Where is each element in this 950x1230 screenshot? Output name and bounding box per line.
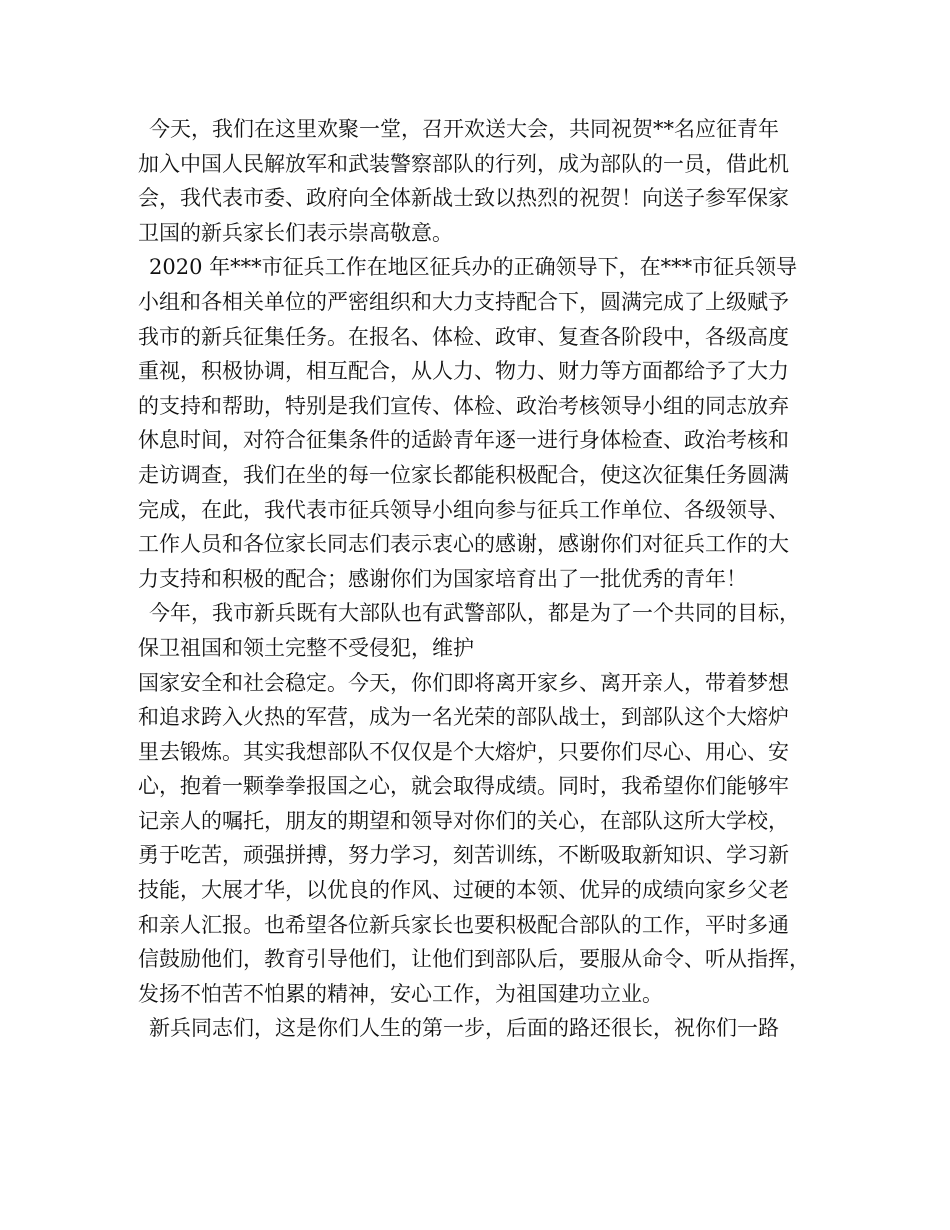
text-line: 会，我代表市委、政府向全体新战士致以热烈的祝贺！向送子参军保家 (138, 186, 789, 211)
text-line: 的支持和帮助，特别是我们宣传、体检、政治考核领导小组的同志放弃 (138, 393, 789, 418)
text-line: 里去锻炼。其实我想部队不仅仅是个大熔炉，只要你们尽心、用心、安 (138, 739, 789, 764)
text-line: 力支持和积极的配合；感谢你们为国家培育出了一批优秀的青年！ (138, 566, 747, 591)
text-line: 工作人员和各位家长同志们表示衷心的感谢，感谢你们对征兵工作的大 (138, 532, 789, 557)
text-line: 完成，在此，我代表市征兵领导小组向参与征兵工作单位、各级领导、 (138, 497, 789, 522)
text-line: 卫国的新兵家长们表示崇高敬意。 (138, 220, 453, 245)
paragraph-first-line: 今年，我市新兵既有大部队也有武警部队，都是为了一个共同的目标， (149, 601, 800, 626)
speech-body (138, 112, 838, 1046)
text-line: 重视，积极协调，相互配合，从人力、物力、财力等方面都给予了大力 (138, 359, 789, 384)
text-line: 发扬不怕苦不怕累的精神，安心工作，为祖国建功立业。 (138, 981, 663, 1006)
text-line: 记亲人的嘱托，朋友的期望和领导对你们的关心，在部队这所大学校， (138, 808, 789, 833)
text-line: 技能，大展才华，以优良的作风、过硬的本领、优异的成绩向家乡父老 (138, 878, 789, 903)
text-line: 和亲人汇报。也希望各位新兵家长也要积极配合部队的工作，平时多通 (138, 912, 789, 937)
paragraph-first-line: 2020 年***市征兵工作在地区征兵办的正确领导下，在***市征兵领导 (149, 255, 798, 280)
text-line: 保卫祖国和领土完整不受侵犯，维护 (138, 635, 474, 660)
paragraph-first-line: 新兵同志们，这是你们人生的第一步，后面的路还很长，祝你们一路 (149, 1016, 779, 1041)
text-line: 心，抱着一颗拳拳报国之心，就会取得成绩。同时，我希望你们能够牢 (138, 774, 789, 799)
paragraph-first-line: 今天，我们在这里欢聚一堂，召开欢送大会，共同祝贺**名应征青年 (149, 117, 779, 141)
text-line: 国家安全和社会稳定。今天，你们即将离开家乡、离开亲人，带着梦想 (138, 670, 789, 695)
text-line: 和追求跨入火热的军营，成为一名光荣的部队战士，到部队这个大熔炉 (138, 705, 789, 730)
text-line: 勇于吃苦，顽强拼搏，努力学习，刻苦训练，不断吸取新知识、学习新 (138, 843, 789, 868)
text-line: 信鼓励他们，教育引导他们，让他们到部队后，要服从命令、听从指挥， (138, 947, 810, 972)
text-line: 走访调查，我们在坐的每一位家长都能积极配合，使这次征集任务圆满 (138, 462, 789, 487)
text-line: 休息时间，对符合征集条件的适龄青年逐一进行身体检查、政治考核和 (138, 428, 789, 453)
text-line: 小组和各相关单位的严密组织和大力支持配合下，圆满完成了上级赋予 (138, 289, 789, 314)
text-line: 加入中国人民解放军和武装警察部队的行列，成为部队的一员，借此机 (138, 151, 789, 176)
text-line: 我市的新兵征集任务。在报名、体检、政审、复查各阶段中，各级高度 (138, 324, 789, 349)
